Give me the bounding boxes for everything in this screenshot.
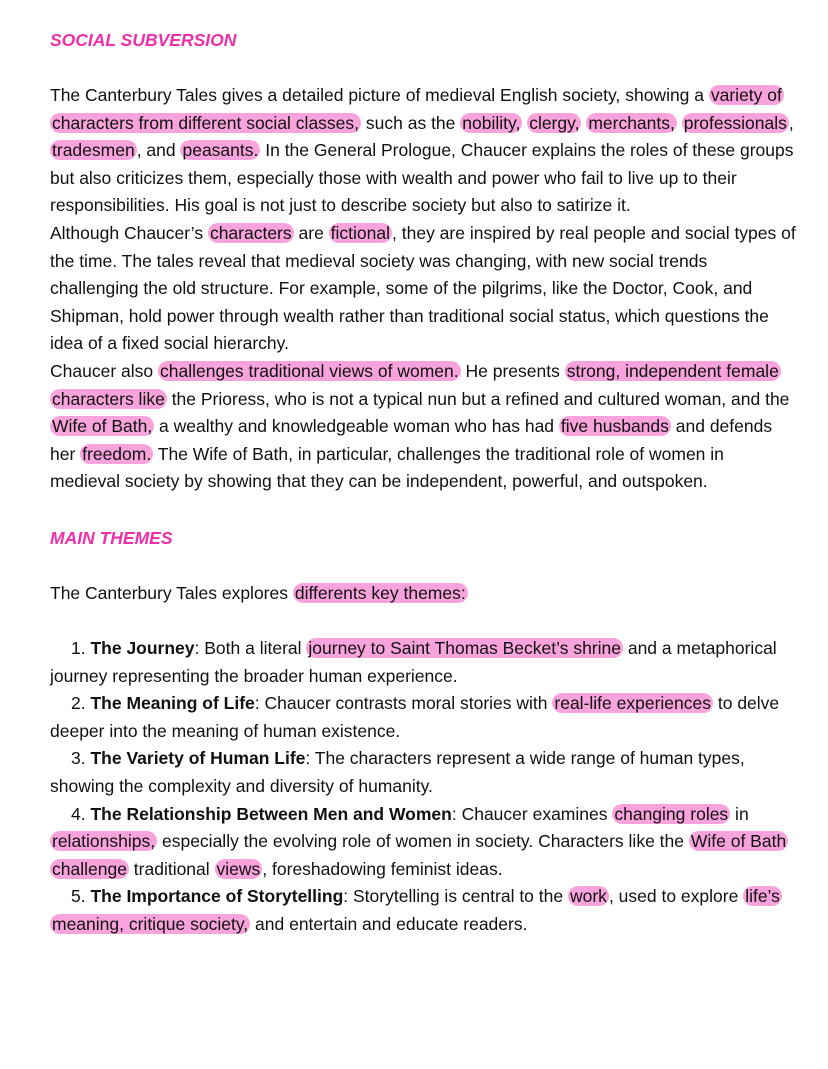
highlight: merchants, [588, 112, 675, 133]
highlight: clergy, [529, 112, 580, 133]
highlight: fictional [330, 222, 391, 243]
paragraph-fictional-characters: Although Chaucer’s characters are fictional , they are inspired by real people and social types of the time. The tales reveal that medieval society was changing, with new social trends challenging the old structure. For example, some of the pilgrims, like the Doctor, Cook, and Shipman, hold power through wealth rather than traditional social status, which questions the idea of a fixed social hierarchy. [50, 222, 796, 354]
highlight: real-life experiences [554, 693, 711, 714]
theme-item-storytelling: 5. The Importance of Storytelling: Storytelling is central to the work , used to explore life’s meaning, critique society, and entertain and educate readers. [52, 886, 780, 935]
highlight: life’s meaning, critique society, [52, 886, 780, 935]
highlight: views [216, 858, 261, 879]
theme-item-journey: 1. The Journey: Both a literal journey to Saint Thomas Becket’s shrine and a metaphorical journey representing the broader human experience. [50, 638, 777, 686]
highlight: changing roles [614, 803, 729, 824]
highlight: challenges traditional views of women. [159, 360, 459, 381]
theme-item-men-and-women: 4. The Relationship Between Men and Women: Chaucer examines changing roles in relationships, especially the evolving role of women in society. Characters like the Wife of Bath challenge traditional views , foreshadowing feminist ideas. [52, 803, 787, 879]
highlight: freedom. [82, 443, 152, 464]
highlight: Wife of Bath, [52, 416, 153, 437]
themes-intro: The Canterbury Tales explores differents key themes: [50, 582, 466, 603]
highlight: peasants. [182, 140, 259, 161]
section-heading-main-themes: MAIN THEMES [50, 527, 173, 548]
highlight: work [569, 886, 607, 907]
theme-item-meaning-of-life: 2. The Meaning of Life: Chaucer contrasts moral stories with real-life experiences to delve deeper into the meaning of human existence. [50, 693, 780, 741]
section-heading-social-subversion: SOCIAL SUBVERSION [50, 30, 237, 50]
paragraph-social-classes: The Canterbury Tales gives a detailed picture of medieval English society, showing a variety of characters from different social classes, such as the nobility, clergy, merchants, professionals , tradesmen , and peasants. In the General Prologue, Chaucer explains the roles of these groups but also criticizes them, especially those with wealth and power who fail to live up to their responsibilities. His goal is not just to describe society but also to satirize it. [50, 85, 794, 216]
theme-item-variety-of-human-life: 3. The Variety of Human Life: The characters represent a wide range of human types, showing the complexity and diversity of humanity. [50, 748, 745, 797]
highlight: Wife of Bath challenge [52, 831, 787, 879]
highlight: characters [209, 222, 292, 243]
highlight: nobility, [462, 112, 521, 133]
paragraph-views-of-women: Chaucer also challenges traditional views of women. He presents strong, independent female characters like the Prioress, who is not a typical nun but a refined and cultured woman, and the Wife of Bath, a wealthy and knowledgeable woman who has had five husbands and defends her freedom. The Wife of Bath, in particular, challenges the traditional role of women in medieval society by showing that they can be independent, powerful, and outspoken. [50, 360, 790, 492]
highlight: variety of characters from different social classes, [52, 85, 782, 133]
highlight: strong, independent female characters like [52, 360, 779, 409]
highlight: journey to Saint Thomas Becket’s shrine [308, 638, 621, 659]
highlight: relationships, [52, 831, 156, 852]
highlight: tradesmen [52, 140, 135, 161]
themes-list [50, 635, 798, 939]
highlight: differents key themes: [294, 582, 466, 603]
highlight: professionals [683, 112, 787, 133]
highlight: five husbands [560, 416, 669, 437]
